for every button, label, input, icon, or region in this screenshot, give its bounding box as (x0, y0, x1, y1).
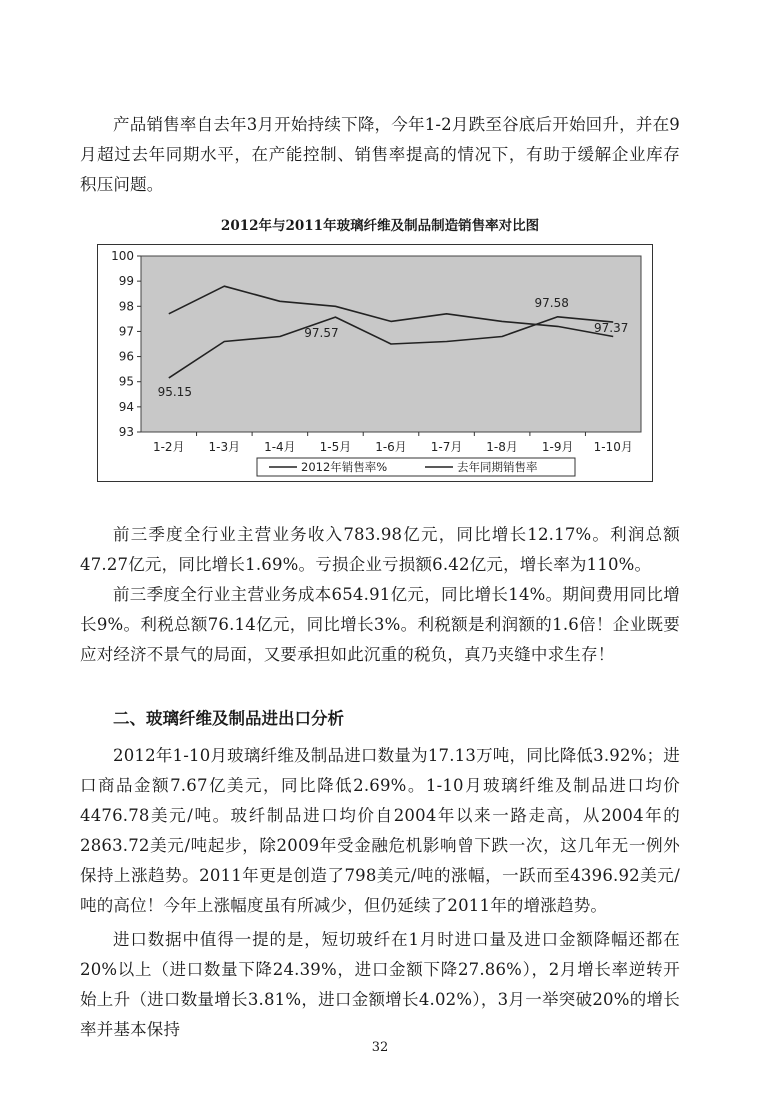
x-tick-label: 1-8月 (486, 440, 518, 454)
x-tick-label: 1-7月 (430, 440, 463, 454)
chart-title: 2012年与2011年玻璃纤维及制品制造销售率对比图 (220, 218, 540, 234)
legend (257, 458, 575, 476)
y-tick-label: 94 (118, 399, 134, 414)
chart-svg (97, 244, 653, 482)
data-label: 95.15 (157, 384, 192, 399)
x-tick-label: 1-6月 (375, 440, 407, 454)
paragraph-import-price: 2012年1-10月玻璃纤维及制品进口数量为17.13万吨，同比降低3.92%；进口商品金额7.67亿美元，同比降低2.69%。1-10月玻璃纤维及制品进口均价4476.78美元/吨。玻纤制品进口均价自2004年以来一路走高，从2004年的2863.72美元/吨起步，除2009年受金融危机影响曾下跌一次，这几年无一例外保持上涨趋势。2011年更是创造了798美元/吨的涨幅，一跃而至4396.92美元/吨的高位！今年上涨幅度虽有所减少，但仍延续了2011年的增涨趋势。 (80, 746, 680, 915)
y-tick-label: 100 (111, 249, 134, 263)
legend-label-1: 2012年销售率% (301, 460, 388, 474)
y-tick-label: 95 (118, 374, 134, 389)
data-label: 97.57 (304, 326, 339, 341)
y-tick-label: 98 (118, 299, 134, 314)
paragraph-revenue: 前三季度全行业主营业务收入783.98亿元，同比增长12.17%。利润总额47.27亿元，同比增长1.69%。亏损企业亏损额6.42亿元，增长率为110%。 (80, 525, 680, 574)
data-label: 97.37 (594, 321, 629, 336)
y-tick-label: 99 (118, 274, 134, 289)
section-heading-import-export: 二、玻璃纤维及制品进出口分析 (113, 709, 344, 728)
x-tick-label: 1-9月 (541, 440, 574, 454)
y-tick-label: 97 (118, 324, 134, 339)
x-tick-label: 1-4月 (264, 440, 296, 454)
y-tick-label: 93 (118, 425, 134, 439)
sales-rate-chart (97, 244, 653, 482)
paragraph-cost: 前三季度全行业主营业务成本654.91亿元，同比增长14%。期间费用同比增长9%。利税总额76.14亿元，同比增长3%。利税额是利润额的1.6倍！企业既要应对经济不景气的局面，又要承担如此沉重的税负，真乃夹缝中求生存！ (80, 585, 680, 664)
x-tick-label: 1-3月 (208, 440, 241, 454)
paragraph-chopped-strand: 进口数据中值得一提的是，短切玻纤在1月时进口量及进口金额降幅还都在20%以上（进口数量下降24.39%，进口金额下降27.86%），2月增长率逆转开始上升（进口数量增长3.81%，进口金额增长4.02%），3月一举突破20%的增长率并基本保持 (80, 930, 680, 1039)
x-tick-label: 1-2月 (152, 440, 185, 454)
x-tick-label: 1-5月 (319, 440, 352, 454)
x-tick-label: 1-10月 (593, 440, 633, 454)
y-tick-label: 96 (118, 349, 134, 364)
paragraph-sales-rate: 产品销售率自去年3月开始持续下降，今年1-2月跌至谷底后开始回升，并在9月超过去年同期水平，在产能控制、销售率提高的情况下，有助于缓解企业库存积压问题。 (80, 115, 680, 194)
legend-label-2: 去年同期销售率 (457, 460, 538, 474)
page-number: 32 (371, 1040, 389, 1055)
data-label: 97.58 (534, 295, 569, 310)
